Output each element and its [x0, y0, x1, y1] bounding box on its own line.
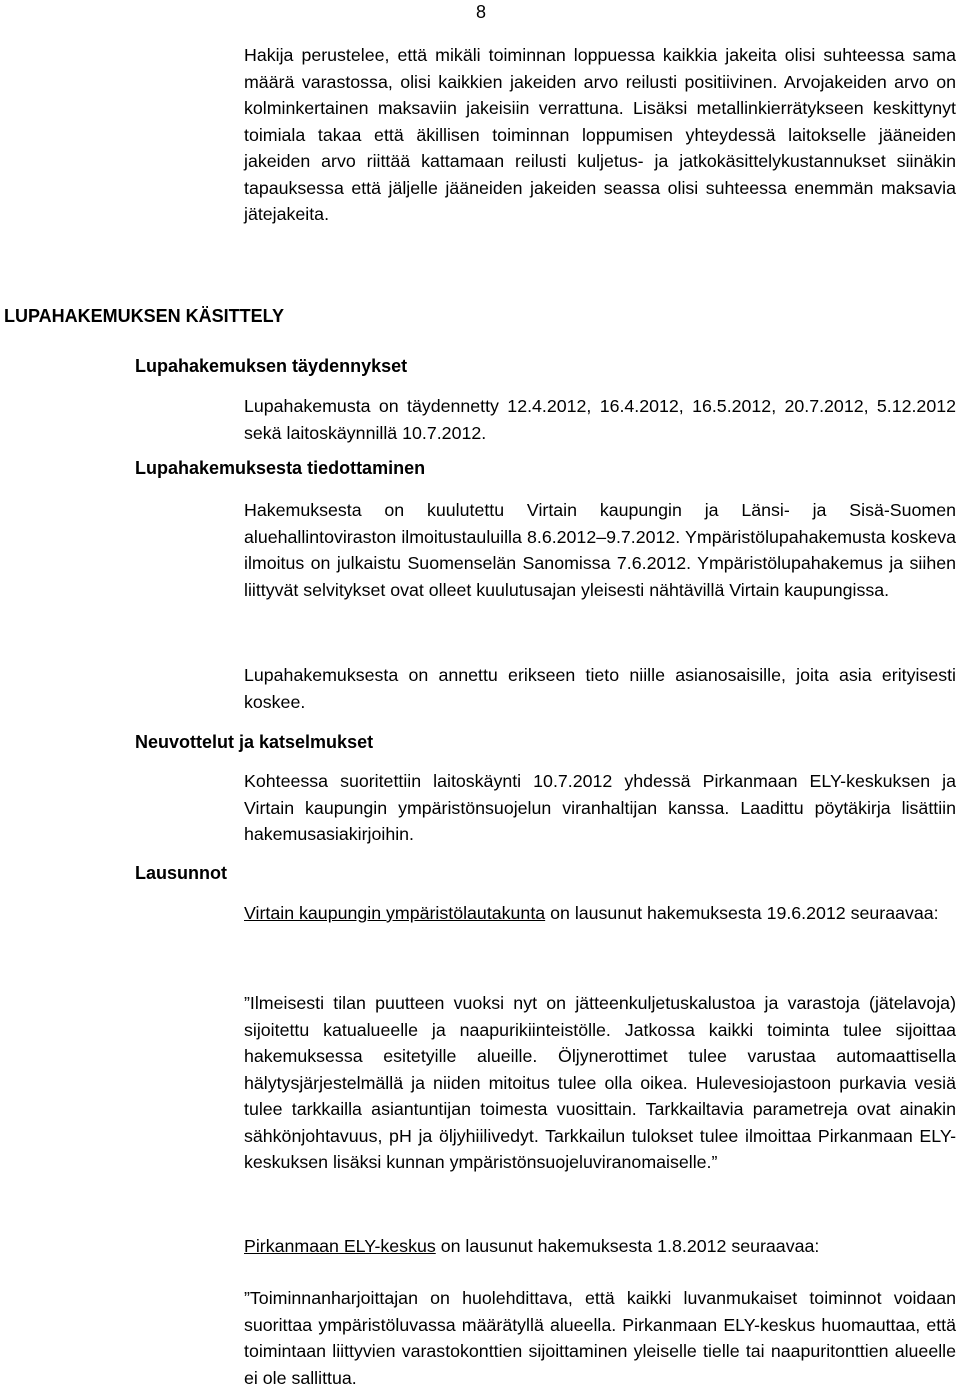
virtain-quote: ”Ilmeisesti tilan puutteen vuoksi nyt on jätteenkuljetuskalustoa ja varastoja (jätelavoja) sijoitettu katualueelle ja naapurikiinteistölle. Jatkossa kaikki toiminta tulee sijoittaa hakemuksessa esitetyille alueille. Öljynerottimet tulee varustaa automaattisella hälytysjärjestelmällä ja niiden mitoitus tulee olla oikea. Hulevesiojastoon purkavia vesiä tulee tarkkailla asiantuntijan toimesta vuosittain. Tarkkailtavia parametreja ovat ainakin sähkönjohtavuus, pH ja öljyhiilivedyt. Tarkkailun tulokset tulee ilmoittaa Pirkanmaan ELY-keskuksen lisäksi kunnan ympäristönsuojeluviranomaiselle.” [244, 993, 956, 1172]
virtain-statement-rest: on lausunut hakemuksesta 19.6.2012 seuraavaa: [545, 903, 939, 923]
tiedottaminen-text-1: Hakemuksesta on kuulutettu Virtain kaupungin ja Länsi- ja Sisä-Suomen aluehallintoviraston ilmoitustauluilla 8.6.2012–9.7.2012. Ympäristölupahakemusta koskeva ilmoitus on julkaistu Suomenselän Sanomissa 7.6.2012. Ympäristölupahakemus ja siihen liittyvät selvitykset ovat olleet kuulutusajan yleisesti nähtävillä Virtain kaupungissa. [244, 500, 956, 600]
ely-organization-link[interactable]: Pirkanmaan ELY-keskus [244, 1236, 436, 1256]
heading-taydennykset: Lupahakemuksen täydennykset [135, 356, 408, 376]
ely-statement-intro [244, 1233, 956, 1260]
main-heading: LUPAHAKEMUKSEN KÄSITTELY [4, 306, 285, 326]
heading-lausunnot: Lausunnot [135, 863, 227, 883]
ely-quote: ”Toiminnanharjoittajan on huolehdittava, että kaikki luvanmukaiset toiminnot voidaan suorittaa ympäristöluvassa määrätyllä alueella. Pirkanmaan ELY-keskus huomauttaa, että toimintaan liittyvien varastokonttien sijoittaminen yleiselle tielle tai naapuritonttien alueelle ei ole sallittua. [244, 1288, 956, 1388]
neuvottelut-text: Kohteessa suoritettiin laitoskäynti 10.7.2012 yhdessä Pirkanmaan ELY-keskuksen ja Virtain kaupungin ympäristönsuojelun viranhaltijan kanssa. Laadittu pöytäkirja lisättiin hakemusasiakirjoihin. [244, 771, 956, 844]
heading-neuvottelut: Neuvottelut ja katselmukset [135, 732, 374, 752]
virtain-statement-intro [244, 900, 956, 927]
tiedottaminen-text-2: Lupahakemuksesta on annettu erikseen tieto niille asianosaisille, joita asia erityisesti koskee. [244, 665, 956, 712]
page-number: 8 [476, 2, 487, 22]
heading-tiedottaminen: Lupahakemuksesta tiedottaminen [135, 458, 426, 478]
intro-paragraph: Hakija perustelee, että mikäli toiminnan loppuessa kaikkia jakeita olisi suhteessa sama määrä varastossa, olisi kaikkien jakeiden arvo reilusti positiivinen. Arvojakeiden arvo on kolminkertainen maksaviin jakeisiin verrattuna. Lisäksi metallinkierrätykseen keskittynyt toimiala takaa että äkillisen toiminnan loppumisen yhteydessä laitokselle jääneiden jakeiden arvo riittää kattamaan reilusti kuljetus- ja jatkokäsittelykustannukset siinäkin tapauksessa että jäljelle jääneiden jakeiden seassa olisi suhteessa enemmän maksavia jätejakeita. [244, 45, 956, 224]
virtain-organization-link[interactable]: Virtain kaupungin ympäristölautakunta [244, 903, 546, 923]
taydennykset-text: Lupahakemusta on täydennetty 12.4.2012, 16.4.2012, 16.5.2012, 20.7.2012, 5.12.2012 sekä laitoskäynnillä 10.7.2012. [244, 396, 956, 443]
ely-statement-rest: on lausunut hakemuksesta 1.8.2012 seuraavaa: [435, 1236, 820, 1256]
